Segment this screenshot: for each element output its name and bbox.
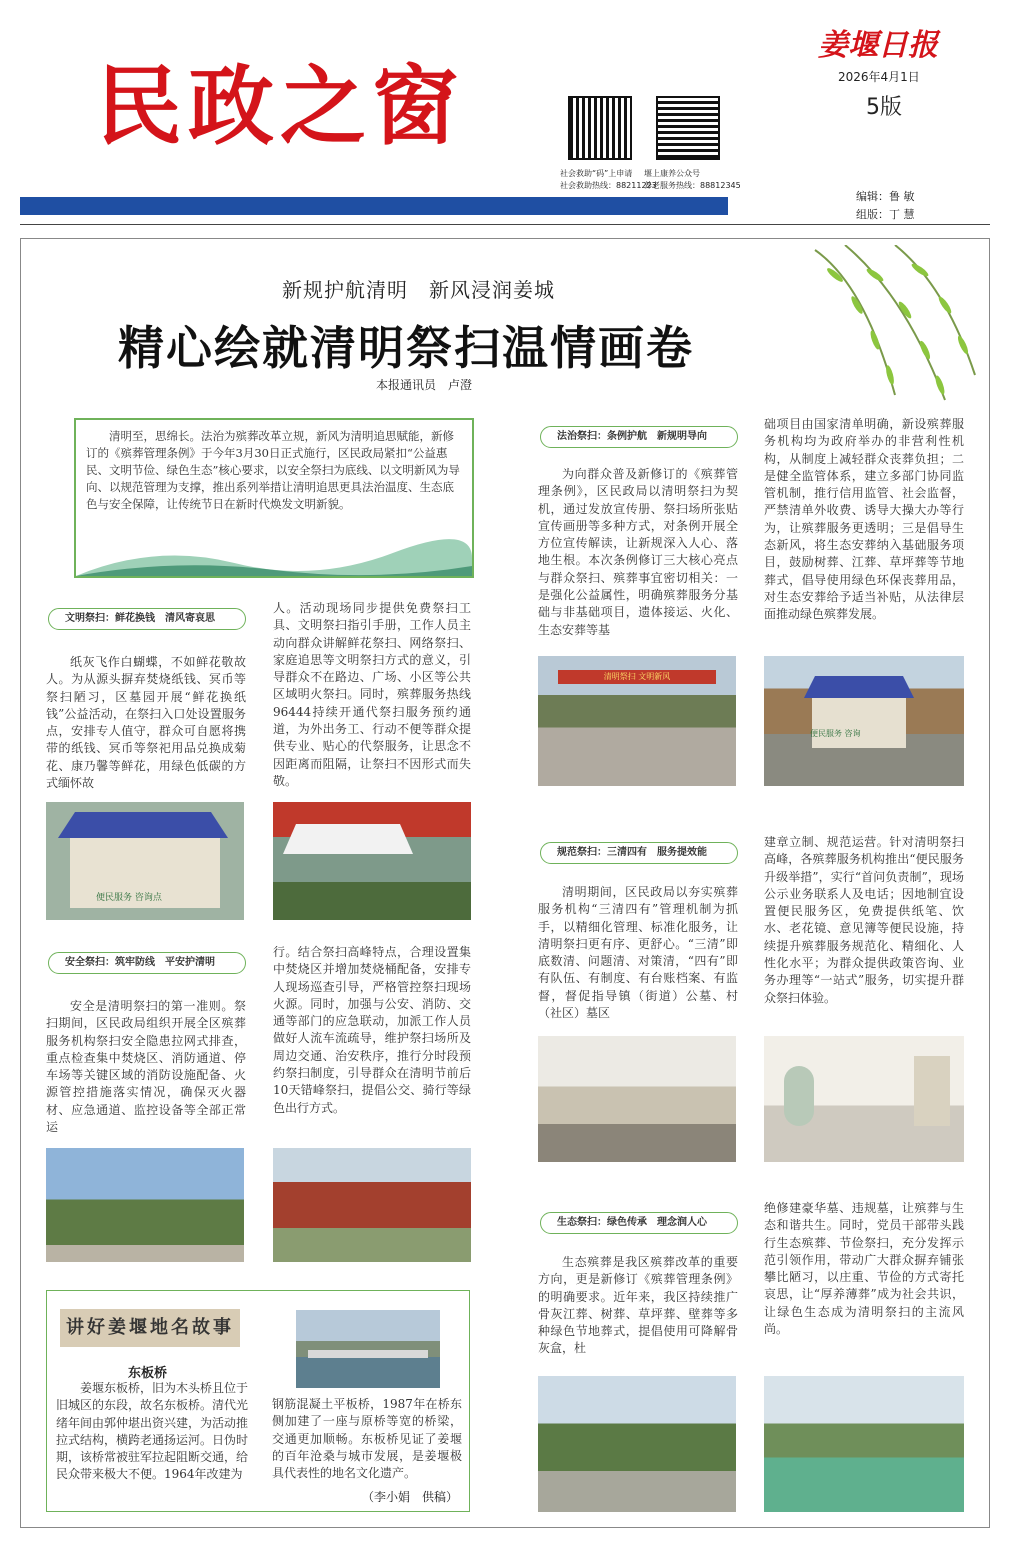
photo-flower-exchange xyxy=(273,802,471,920)
shengtai-text-1: 生态殡葬是我区殡葬改革的重要方向，更是新修订《殡葬管理条例》的明确要求。近年来，我区持续推广骨灰江葬、树葬、草坪葬、壁葬等多种绿色节地葬式，提倡使用可降解骨灰盒，杜 xyxy=(538,1255,738,1356)
lead-box xyxy=(74,418,474,578)
issue-date: 2026年4月1日 xyxy=(838,70,920,84)
photo-consult-tent xyxy=(46,802,244,920)
story-title: 东板桥 xyxy=(128,1366,168,1381)
tag-anquan: 安全祭扫：筑牢防线 平安护清明 xyxy=(48,952,246,974)
story-text-2: 钢筋混凝土平板桥，1987年在桥东侧加建了一座与原桥等宽的桥梁，交通更加顺畅。东板桥见证了姜堰的百年沧桑与城市发展，是姜堰极具代表性的地名文化遗产。 xyxy=(272,1397,462,1481)
byline: 本报通讯员 卢澄 xyxy=(376,378,473,392)
qr-code-social-aid[interactable] xyxy=(568,96,632,160)
qr2-hotline: 养老服务热线：88812345 xyxy=(644,181,741,190)
photo-banner: 清明祭扫 文明新风 xyxy=(558,670,716,684)
anquan-text-1: 安全是清明祭扫的第一准则。祭扫期间，区民政局组织开展全区殡葬服务机构祭扫安全隐患拉网式排查，重点检查集中焚烧区、消防通道、停车场等关键区域的消防设施配备、火源管控措施落实情况，确保灭火器材、应急通道、监控设备等全部正常运 xyxy=(46,999,246,1135)
header-rule xyxy=(20,224,990,225)
photo-promotion-event xyxy=(538,656,736,786)
photo-service-tent xyxy=(764,656,964,786)
newspaper-logo: 姜堰日报 xyxy=(818,28,938,63)
guifan-text-1: 清明期间，区民政局以夯实殡葬服务机构“三清四有”管理机制为抓手，以精细化管理、标准化服务，让清明祭扫更有序、更舒心。“三清”即底数清、问题清、对策清，“四有”即有队伍、有制度、有台账档案、有监督，督促指导镇（街道）公墓、村（社区）墓区 xyxy=(538,885,738,1021)
photo-service-hall xyxy=(538,1036,736,1162)
photo-cemetery-road xyxy=(46,1148,244,1262)
photo-memorial-hall xyxy=(273,1148,471,1262)
qr-code-wechat[interactable] xyxy=(656,96,720,160)
willow-decoration-icon xyxy=(805,245,985,405)
guifan-text-2: 建章立制、规范运营。针对清明祭扫高峰，各殡葬服务机构推出“便民服务升级举措”，实行“首问负责制”，现场公示业务联系人及电话；因地制宜设置便民服务区，免费提供纸笔、饮水、老花镜、意见簿等便民设施，持续提升殡葬服务规范化、精细化、人性化水平；为群众提供政策咨询、业务办理等“一站式”服务，切实提升群众祭扫体验。 xyxy=(764,835,964,1005)
photo-exhibition-hall xyxy=(764,1036,964,1162)
qr2-caption: 堰上康养公众号 xyxy=(644,169,700,178)
wave-decoration-icon xyxy=(76,538,472,576)
fazhi-text-1: 为向群众普及新修订的《殡葬管理条例》，区民政局以清明祭扫为契机，通过发放宣传册、祭扫场所张贴宣传画册等多种方式，对条例开展全方位宣传解读，让新规深入人心、落地生根。本次条例修订三大核心亮点与群众祭扫、殡葬事宜密切相关：一是强化公益属性，明确殡葬服务分基础与非基础项目，遗体接运、火化、生态安葬等基 xyxy=(538,467,738,637)
page-number: 5版 xyxy=(866,95,902,120)
story-credit: （李小娟 供稿） xyxy=(362,1490,459,1504)
tag-fazhi: 法治祭扫：条例护航 新规明导向 xyxy=(540,426,738,448)
subheadline: 新规护航清明 新风浸润姜城 xyxy=(282,278,555,302)
tag-wenming: 文明祭扫：鲜花换钱 清风寄哀思 xyxy=(48,608,246,630)
wenming-text-2: 人。活动现场同步提供免费祭扫工具、文明祭扫指引手册，工作人员主动向群众讲解鲜花祭扫、网络祭扫、家庭追思等文明祭扫方式的意义，引导群众不在路边、广场、小区等公共区域明火祭扫。同时，殡葬服务热线96444持续开通代祭扫服务预约通道，为外出务工、行动不便等群众提供专业、贴心的代祭服务，让思念不因距离而阻隔，让祭扫不因形式而失敬。 xyxy=(273,601,471,788)
designer-credit: 组版：丁 慧 xyxy=(856,208,915,221)
photo-sign-2: 便民服务 咨询 xyxy=(810,729,861,738)
editor-credit: 编辑：鲁 敏 xyxy=(856,190,915,203)
story-column-title: 讲好姜堰地名故事 xyxy=(60,1309,240,1347)
photo-sign-1: 便民服务 咨询点 xyxy=(96,893,162,903)
shengtai-text-2: 绝修建豪华墓、违规墓，让殡葬与生态和谐共生。同时，党员干部带头践行生态殡葬、节俭祭扫，充分发挥示范引领作用，带动广大群众摒弃铺张攀比陋习，以庄重、节俭的方式寄托哀思，让“厚养薄葬”成为社会共识，让绿色生态成为清明祭扫的主流风尚。 xyxy=(764,1201,964,1337)
headline: 精心绘就清明祭扫温情画卷 xyxy=(118,321,694,375)
photo-dongban-bridge xyxy=(296,1310,440,1388)
lead-text: 清明至，思绵长。法治为殡葬改革立规，新风为清明追思赋能，新修订的《殡葬管理条例》于今年3月30日正式施行，区民政局紧扣“公益惠民、文明节俭、绿色生态”核心要求，以安全祭扫为底线、以文明新风为导向、以规范管理为支撑，推出系列举措让清明追思更具法治温度、生态底色与安全保障，让传统节日在新时代焕发文明新貌。 xyxy=(86,429,460,511)
photo-eco-garden xyxy=(538,1376,736,1512)
tag-shengtai: 生态祭扫：绿色传承 理念润人心 xyxy=(540,1212,738,1234)
section-masthead: 民政之窗 xyxy=(96,57,464,157)
story-text-1: 姜堰东板桥，旧为木头桥且位于旧城区的东段，故名东板桥。清代光绪年间由郭仲堪出资兴建，为活动推拉式结构，横跨老通扬运河。日伪时期，该桥常被驻军拉起阻断交通，给民众带来极大不便。1964年改建为 xyxy=(56,1381,249,1482)
anquan-text-2: 行。结合祭扫高峰特点，合理设置集中焚烧区并增加焚烧桶配备，安排专人现场巡查引导，严格管控祭扫现场火源。同时，加强与公安、消防、交通等部门的应急联动，加派工作人员做好人流车流疏导，维护祭扫场所及周边交通、治安秩序，推行分时段预约祭扫制度，引导群众在清明节前后10天错峰祭扫，提倡公交、骑行等绿色出行方式。 xyxy=(273,945,471,1115)
fazhi-text-2: 础项目由国家清单明确，新设殡葬服务机构均为政府举办的非营利性机构，从制度上减轻群众丧葬负担；二是健全监管体系，建立多部门协同监管机制，推行信用监管、社会监督，严禁清单外收费、诱导大操大办等行为，让殡葬服务更透明；三是倡导生态新风，将生态安葬纳入基础服务项目，鼓励树葬、江葬、草坪葬等节地葬式，倡导使用绿色环保丧葬用品，对生态安葬给予适当补贴，从法律层面推动绿色殡葬发展。 xyxy=(764,417,964,622)
qr1-caption: 社会救助“码”上申请 xyxy=(560,169,633,178)
header-blue-bar xyxy=(20,197,728,215)
tag-guifan: 规范祭扫：三清四有 服务提效能 xyxy=(540,842,738,864)
qr1-hotline: 社会救助热线：88211223 xyxy=(560,181,657,190)
photo-green-path xyxy=(764,1376,964,1512)
wenming-text-1: 纸灰飞作白蝴蝶，不如鲜花敬故人。为从源头摒弃焚烧纸钱、冥币等祭扫陋习，区墓园开展“鲜花换纸钱”公益活动，在祭扫入口处设置服务点，安排专人值守，群众可自愿将携带的纸钱、冥币等祭祀用品兑换成菊花、康乃馨等鲜花，用绿色低碳的方式缅怀故 xyxy=(46,655,246,791)
